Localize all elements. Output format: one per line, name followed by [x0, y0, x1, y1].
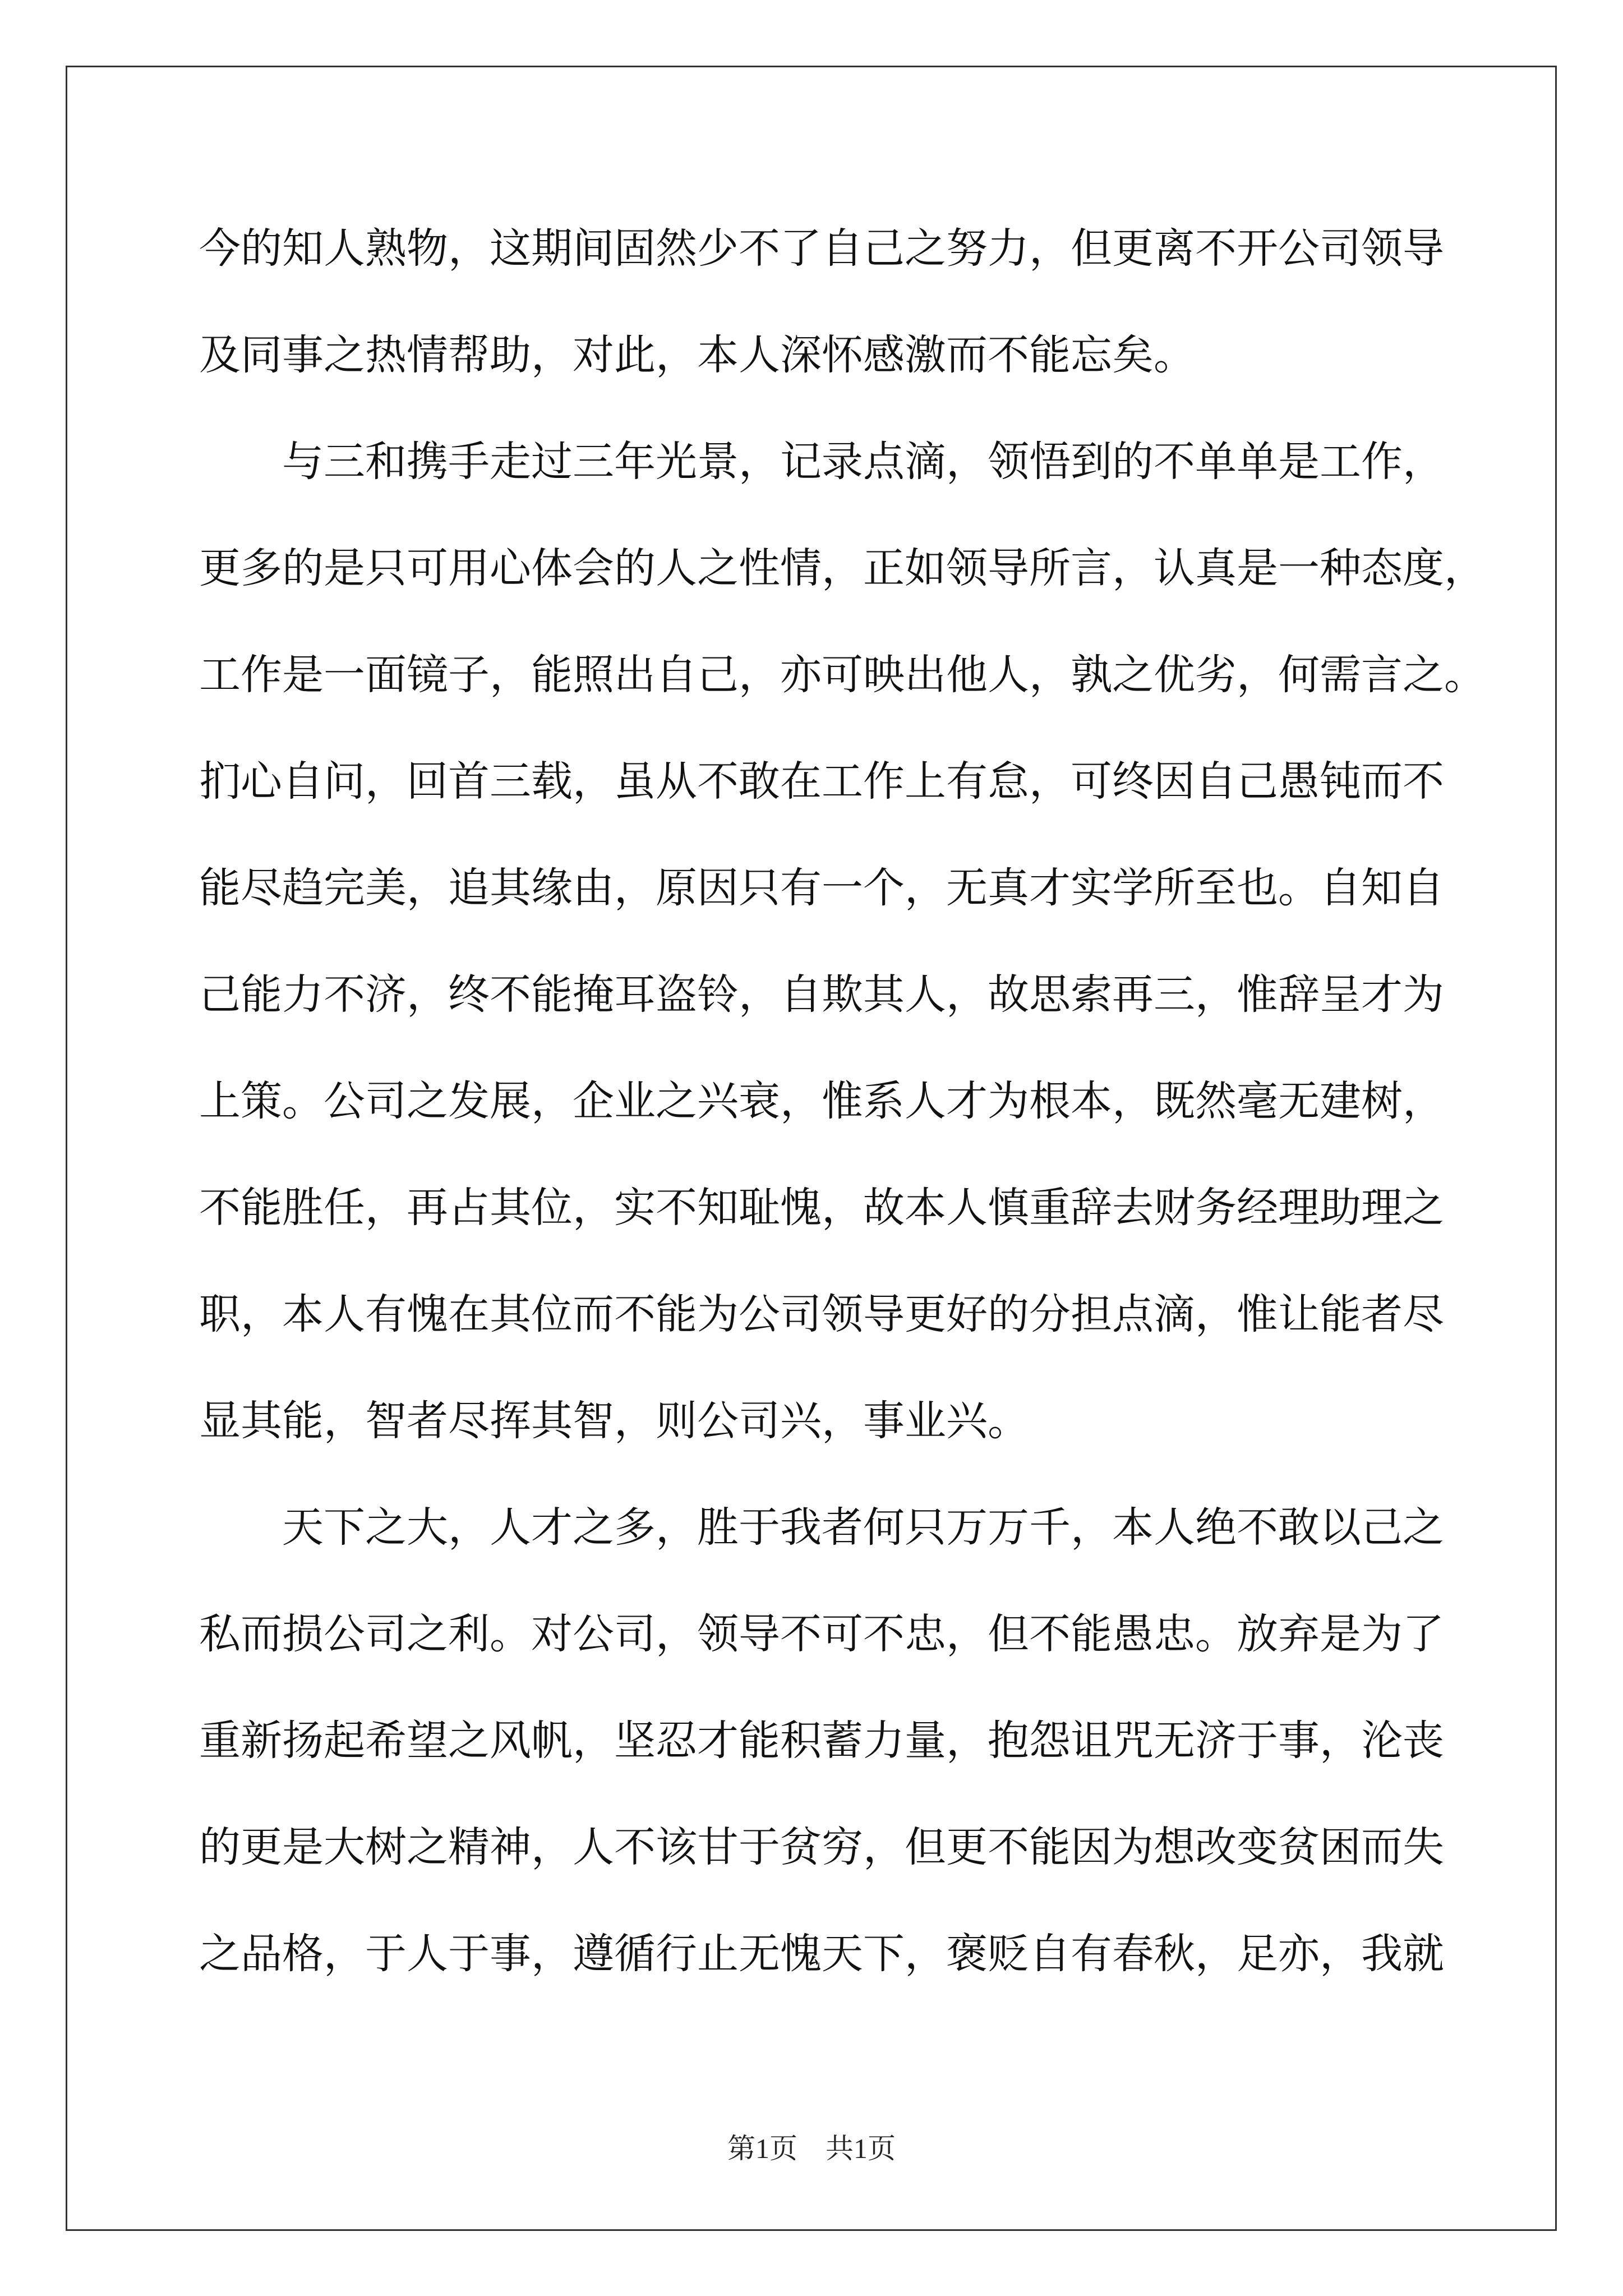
text-line: 及同事之热情帮助，对此，本人深怀感激而不能忘矣。	[199, 331, 1195, 379]
text-line: 职，本人有愧在其位而不能为公司领导更好的分担点滴，惟让能者尽	[199, 1290, 1444, 1338]
text-line: 扪心自问，回首三载，虽从不敢在工作上有怠，可终因自己愚钝而不	[199, 757, 1444, 806]
text-line: 工作是一面镜子，能照出自己，亦可映出他人，孰之优劣，何需言之。	[199, 651, 1486, 699]
page-number-label: 第1页 共1页	[727, 2133, 896, 2164]
text-line: 己能力不济，终不能掩耳盗铃，自欺其人，故思索再三，惟辞呈才为	[199, 970, 1444, 1019]
text-line: 私而损公司之利。对公司，领导不可不忠，但不能愚忠。放弃是为了	[199, 1610, 1444, 1658]
text-line: 上策。公司之发展，企业之兴衰，惟系人才为根本，既然毫无建树，	[199, 1077, 1444, 1125]
text-line: 今的知人熟物，这期间固然少不了自己之努力，但更离不开公司领导	[199, 224, 1444, 273]
text-line: 重新扬起希望之风帆，坚忍才能积蓄力量，抱怨诅咒无济于事，沦丧	[199, 1717, 1444, 1765]
text-line: 的更是大树之精神，人不该甘于贫穷，但更不能因为想改变贫困而失	[199, 1823, 1444, 1871]
text-line: 显其能，智者尽挥其智，则公司兴，事业兴。	[199, 1397, 1029, 1445]
text-line: 天下之大，人才之多，胜于我者何只万万千，本人绝不敢以己之	[199, 1503, 1444, 1552]
text-line: 与三和携手走过三年光景，记录点滴，领悟到的不单单是工作，	[199, 438, 1444, 486]
text-line: 能尽趋完美，追其缘由，原因只有一个，无真才实学所至也。自知自	[199, 864, 1444, 912]
document-body	[199, 223, 1486, 2035]
text-line: 更多的是只可用心体会的人之性情，正如领导所言，认真是一种态度，	[199, 544, 1486, 592]
page-footer	[0, 2126, 1623, 2166]
text-line: 不能胜任，再占其位，实不知耻愧，故本人慎重辞去财务经理助理之	[199, 1184, 1444, 1232]
text-line: 之品格，于人于事，遵循行止无愧天下，褒贬自有春秋，足亦，我就	[199, 1930, 1444, 1978]
